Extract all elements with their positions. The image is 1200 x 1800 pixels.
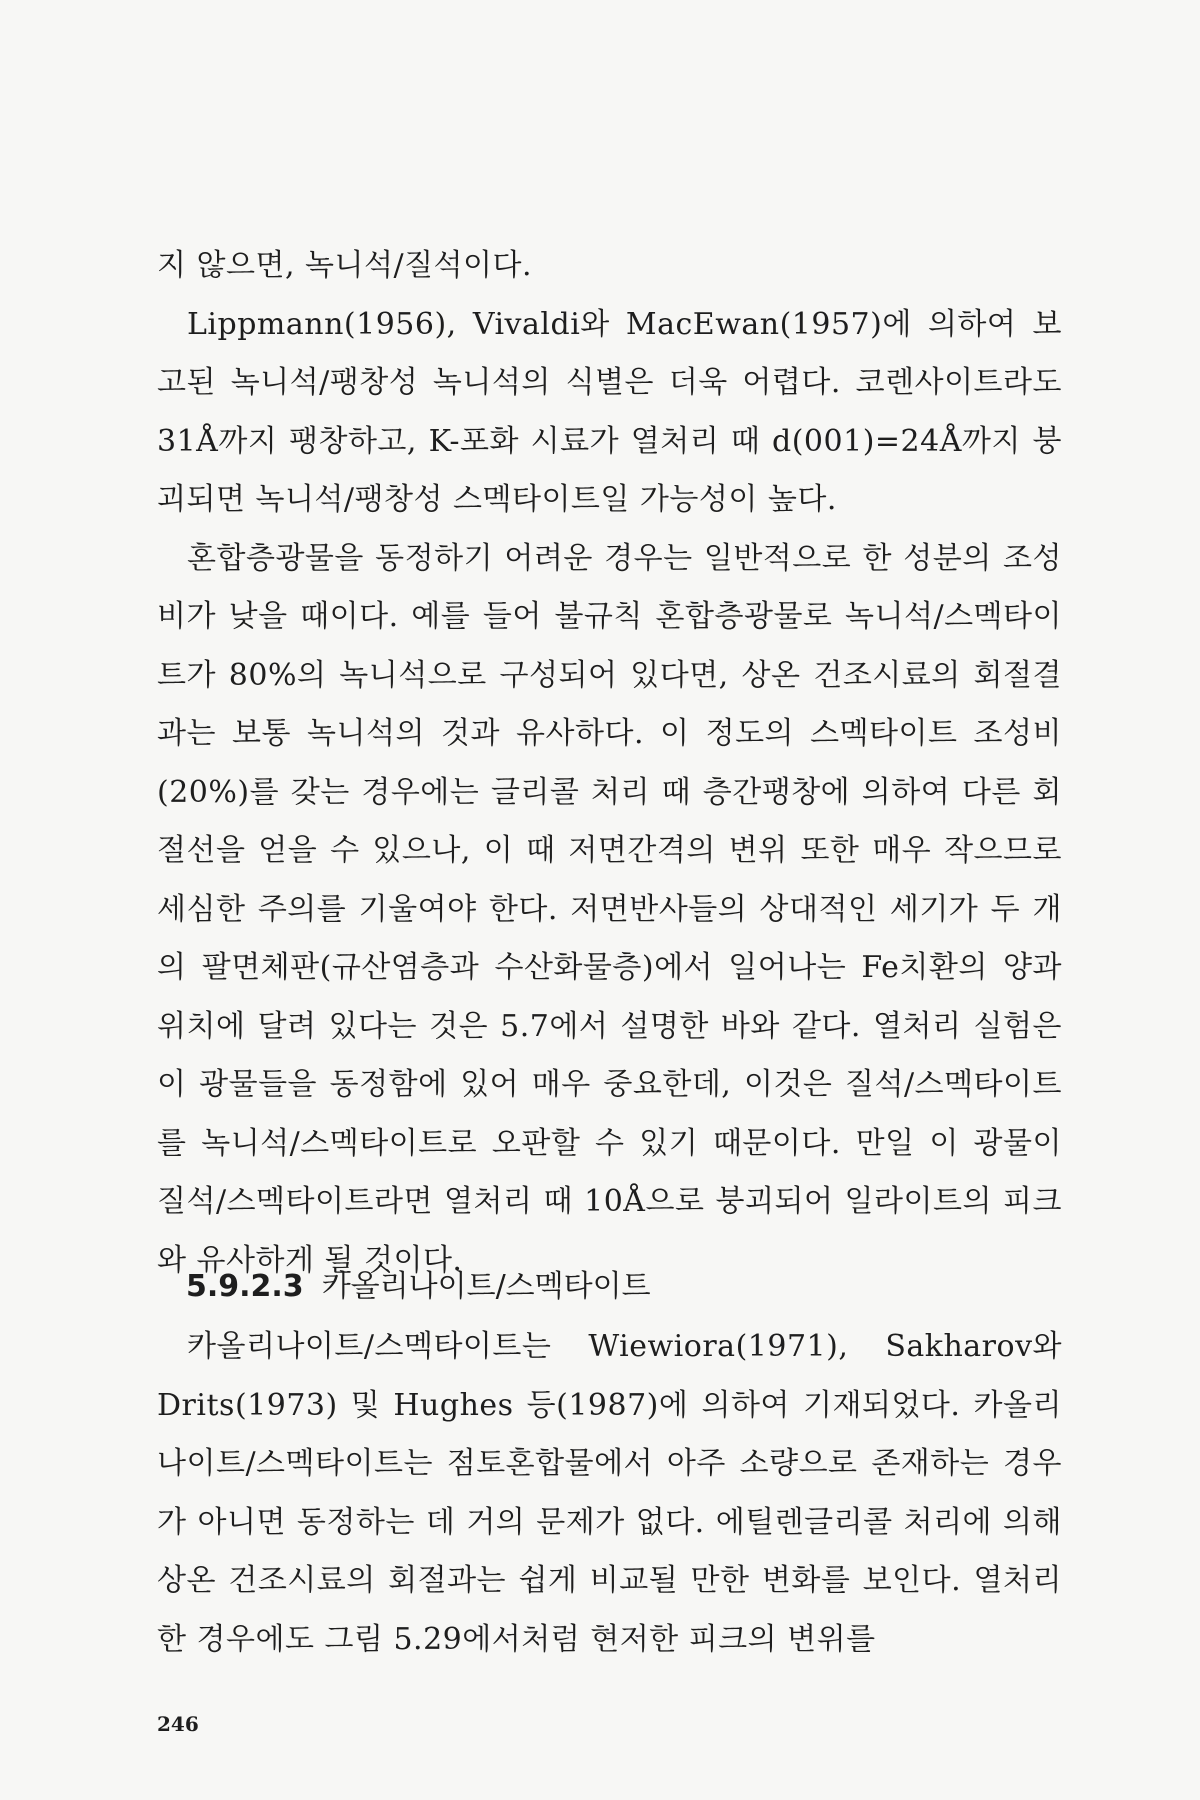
section-body-2 bbox=[157, 1318, 1062, 1669]
section-number: 5.9.2.3 bbox=[186, 1269, 304, 1304]
paragraph-mixed-layer-identification: 혼합층광물을 동정하기 어려운 경우는 일반적으로 한 성분의 조성비가 낮을 때이다. 예를 들어 불규칙 혼합층광물로 녹니석/스멕타이트가 80%의 녹니석으로 구성되어 있다면, 상온 건조시료의 회절결과는 보통 녹니석의 것과 유사하다. 이 정도의 스멕타이트 조성비(20%)를 갖는 경우에는 글리콜 처리 때 층간팽창에 의하여 다른 회절선을 얻을 수 있으나, 이 때 저면간격의 변위 또한 매우 작으므로 세심한 주의를 기울여야 한다. 저면반사들의 상대적인 세기가 두 개의 팔면체판(규산염층과 수산화물층)에서 일어나는 Fe치환의 양과 위치에 달려 있다는 것은 5.7에서 설명한 바와 같다. 열처리 실험은 이 광물들을 동정함에 있어 매우 중요한데, 이것은 질석/스멕타이트를 녹니석/스멕타이트로 오판할 수 있기 때문이다. 만일 이 광물이 질석/스멕타이트라면 열처리 때 10Å으로 붕괴되어 일라이트의 피크와 유사하게 될 것이다. bbox=[157, 540, 1062, 1278]
paragraph-kaolinite-smectite: 카올리나이트/스멕타이트는 Wiewiora(1971), Sakharov와 Drits(1973) 및 Hughes 등(1987)에 의하여 기재되었다. 카올리나이트/스멕타이트는 점토혼합물에서 아주 소량으로 존재하는 경우가 아니면 동정하는 데 거의 문제가 없다. 에틸렌글리콜 처리에 의해 상온 건조시료의 회절과는 쉽게 비교될 만한 변화를 보인다. 열처리한 경우에도 그림 5.29에서처럼 현저한 피크의 변위를 bbox=[157, 1329, 1062, 1657]
paragraph-continuation: 지 않으면, 녹니석/질석이다. bbox=[157, 248, 533, 283]
page-number: 246 bbox=[157, 1712, 199, 1736]
section-body-1 bbox=[157, 237, 1062, 1290]
paragraph-chlorite-swelling: Lippmann(1956), Vivaldi와 MacEwan(1957)에 의하여 보고된 녹니석/팽창성 녹니석의 식별은 더욱 어렵다. 코렌사이트라도 31Å까지 팽창하고, K-포화 시료가 열처리 때 d(001)=24Å까지 붕괴되면 녹니석/팽창성 스멕타이트일 가능성이 높다. bbox=[157, 306, 1062, 517]
section-heading bbox=[186, 1267, 886, 1307]
section-title: 카올리나이트/스멕타이트 bbox=[321, 1269, 651, 1304]
